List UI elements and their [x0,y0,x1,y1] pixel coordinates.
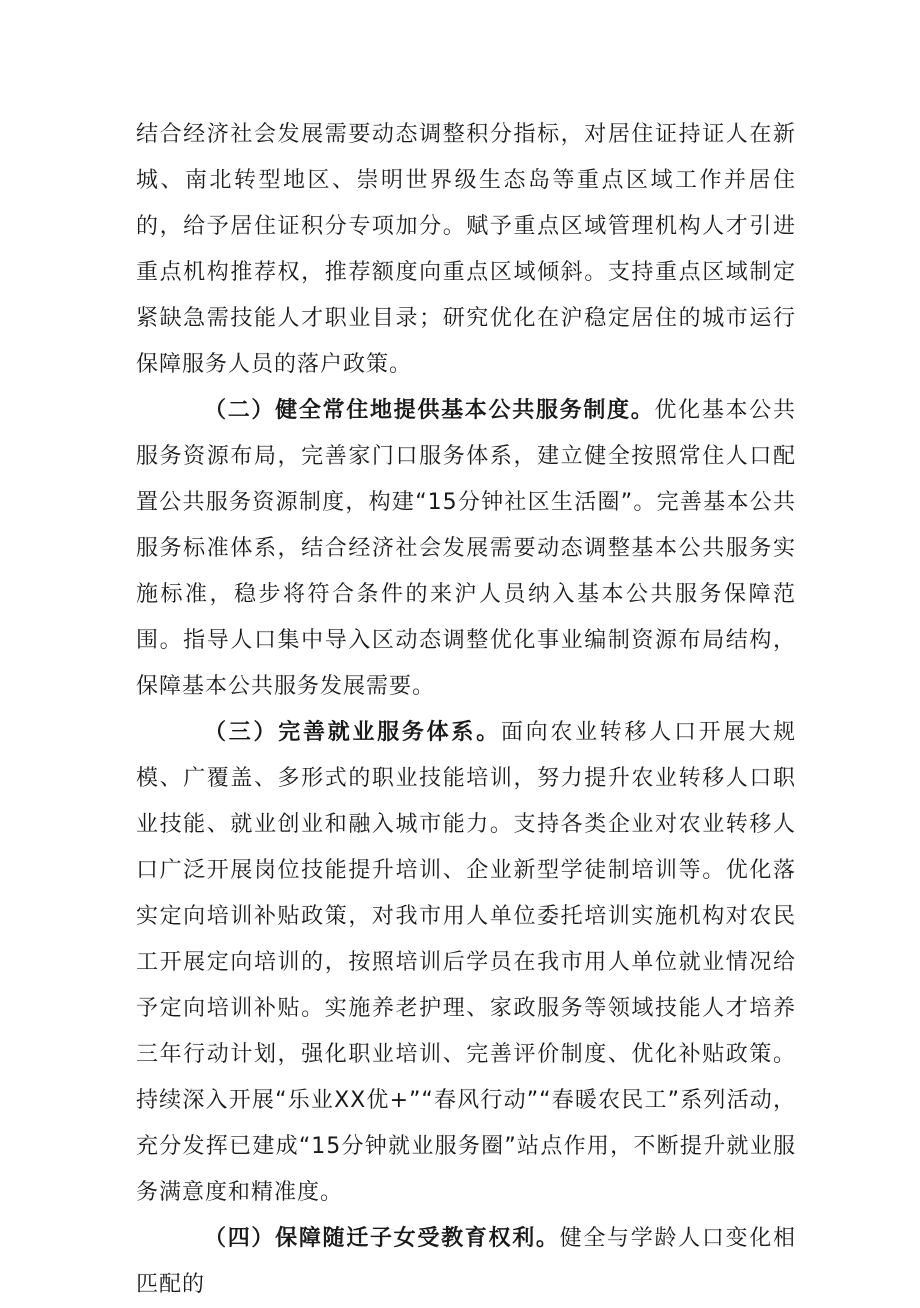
paragraph-1 [136,112,796,388]
paragraph-3-heading: （三）完善就业服务体系。 [204,720,501,745]
document-body [136,112,796,1308]
paragraph-2 [136,388,796,710]
paragraph-4-heading: （四）保障随迁子女受教育权利。 [204,1226,560,1251]
paragraph-4 [136,1216,796,1308]
paragraph-1-text: 结合经济社会发展需要动态调整积分指标，对居住证持证人在新城、南北转型地区、崇明世界级生态岛等重点区域工作并居住的，给予居住证积分专项加分。赋予重点区域管理机构人才引进重点机构推荐权，推荐额度向重点区域倾斜。支持重点区域制定紧缺急需技能人才职业目录；研究优化在沪稳定居住的城市运行保障服务人员的落户政策。 [136,122,796,377]
paragraph-2-heading: （二）健全常住地提供基本公共服务制度。 [204,398,655,423]
paragraph-3-text: 面向农业转移人口开展大规模、广覆盖、多形式的职业技能培训，努力提升农业转移人口职业技能、就业创业和融入城市能力。支持各类企业对农业转移人口广泛开展岗位技能提升培训、企业新型学徒制培训等。优化落实定向培训补贴政策，对我市用人单位委托培训实施机构对农民工开展定向培训的，按照培训后学员在我市用人单位就业情况给予定向培训补贴。实施养老护理、家政服务等领域技能人才培养三年行动计划，强化职业培训、完善评价制度、优化补贴政策。持续深入开展“乐业XX优+”“春风行动”“春暖农民工”系列活动，充分发挥已建成“15分钟就业服务圈”站点作用，不断提升就业服务满意度和精准度。 [136,720,796,1205]
paragraph-3 [136,710,796,1216]
paragraph-2-text: 优化基本公共服务资源布局，完善家门口服务体系，建立健全按照常住人口配置公共服务资源制度，构建“15分钟社区生活圈”。完善基本公共服务标准体系，结合经济社会发展需要动态调整基本公共服务实施标准，稳步将符合条件的来沪人员纳入基本公共服务保障范围。指导人口集中导入区动态调整优化事业编制资源布局结构，保障基本公共服务发展需要。 [136,398,796,699]
paragraph-4-text: 健全与学龄人口变化相匹配的 [136,1226,796,1297]
